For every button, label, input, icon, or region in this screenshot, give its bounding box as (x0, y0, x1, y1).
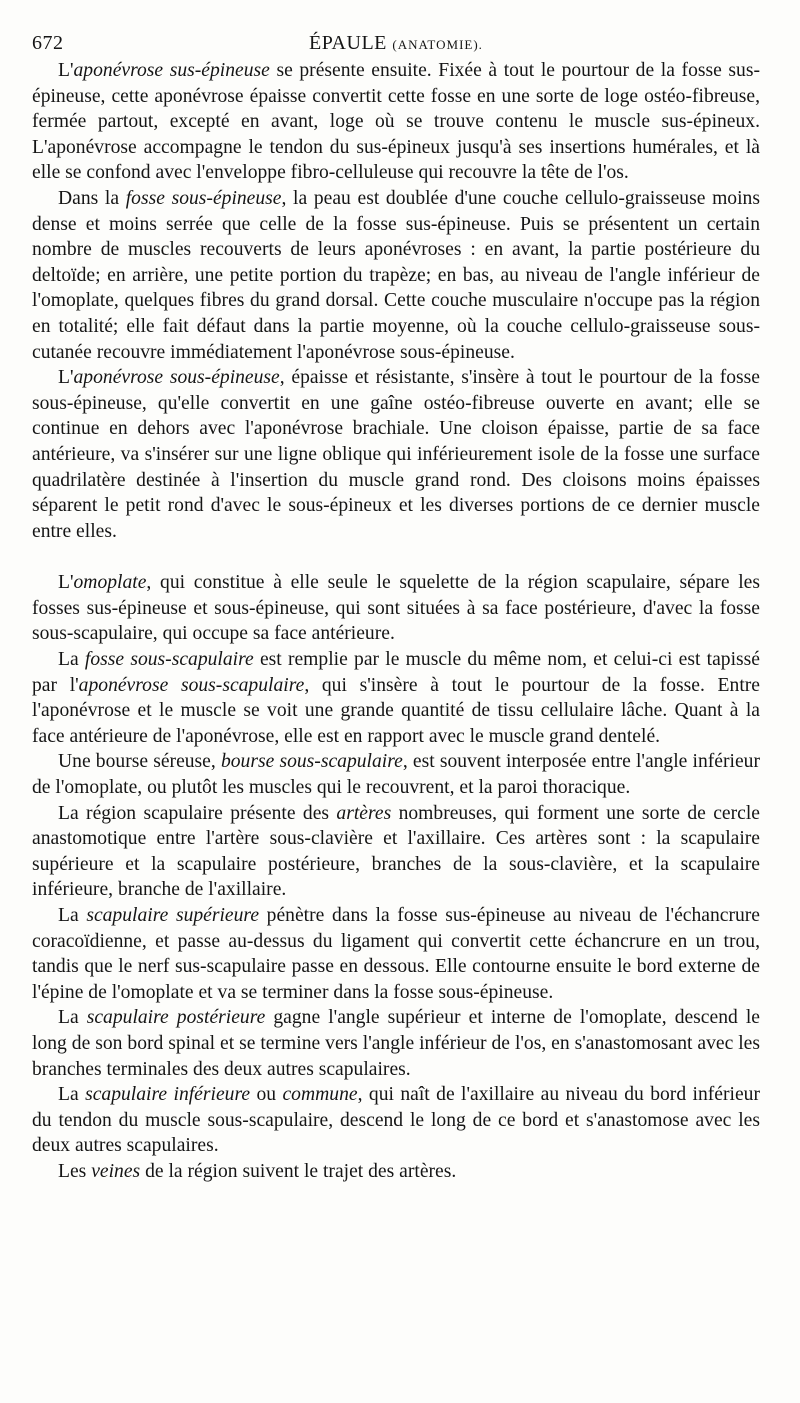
italic-term: scapulaire supérieure (86, 905, 260, 926)
paragraph (32, 365, 760, 544)
italic-term: veines (91, 1160, 141, 1182)
text-run: Les (58, 1160, 92, 1182)
italic-term: aponévrose sous-scapulaire (78, 674, 305, 696)
italic-term: fosse sous-épineuse (125, 187, 282, 209)
paragraph (32, 58, 760, 186)
text-run: L' (58, 367, 74, 389)
italic-term: aponévrose sus-épineuse (73, 60, 270, 81)
text-run: , épaisse et résistante, s'insère à tout le pourtour de la fosse sous-épineuse, qu'elle convertit en une gaîne ostéo-fibreuse ouverte en avant; elle se continue en dehors avec l'aponévrose brachiale. Une cloison épaisse, partie de sa face antérieure, va s'insérer sur une ligne oblique qui inférieurement isole de la fosse une surface quadrilatère destinée à l'insertion du muscle grand rond. Des cloisons moins épaisses séparent le petit rond d'avec le sous-épineux et les diverses portions de ce dernier muscle entre elles. (32, 367, 760, 542)
paragraph (32, 1159, 760, 1185)
text-run: La (58, 905, 87, 926)
paragraph (32, 570, 760, 647)
italic-term: scapulaire postérieure (86, 1007, 266, 1029)
paragraph (32, 749, 760, 800)
paragraph (32, 1005, 760, 1082)
running-title-main: ÉPAULE (309, 32, 387, 54)
text-run: est remplie par le muscle du même nom, et celui-ci est tapissé par l' (32, 649, 760, 696)
text-run: se présente ensuite. Fixée à tout le pourtour de la fosse sus-épineuse, cette aponévrose épaisse convertit cette fosse en une sorte de loge ostéo-fibreuse, fermée partout, excepté en avant, loge où se trouve contenu le muscle sus-épineux. L'aponévrose accompagne le tendon du sus-épineux jusqu'à ses insertions humérales, et là elle se confond avec l'enveloppe fibro-celluleuse qui recouvre la tête de l'os. (32, 60, 760, 184)
text-run: , est souvent interposée entre l'angle inférieur de l'omoplate, ou plutôt les muscles qui le recouvrent, et la paroi thoracique. (32, 751, 760, 799)
body-text (32, 58, 760, 1185)
text-run: , qui naît de l'axillaire au niveau du bord inférieur du tendon du muscle sous-scapulaire, descend le long de ce bord et s'anastomose avec les deux autres scapulaires. (32, 1084, 760, 1157)
running-head (32, 24, 760, 58)
text-run: L' (58, 60, 74, 81)
italic-term: fosse sous-scapulaire (84, 649, 254, 671)
text-run: , qui constitue à elle seule le squelette de la région scapulaire, sépare les fosses sus-épineuse et sous-épineuse, qui sont situées à sa face postérieure, d'avec la fosse sous-scapulaire, qui occupe sa face antérieure. (32, 572, 760, 645)
paragraph (32, 801, 760, 903)
text-run: Une bourse séreuse, (58, 751, 221, 773)
text-run: La (58, 1007, 87, 1029)
paragraph (32, 647, 760, 749)
text-run: pénètre dans la fosse sus-épineuse au niveau de l'échancrure coracoïdienne, et passe au-dessus du ligament qui convertit cette échancrure en un trou, tandis que le nerf sus-scapulaire passe en dessous. Elle contourne ensuite le bord externe de l'épine de l'omoplate et va se terminer dans la fosse sous-épineuse. (32, 905, 761, 1003)
paragraph (32, 903, 760, 1005)
italic-term: omoplate (73, 572, 147, 594)
text-run: L' (58, 572, 74, 594)
page-number: 672 (32, 32, 64, 54)
text-run: La (58, 1084, 86, 1106)
paragraph (32, 186, 760, 365)
italic-term: aponévrose sous-épineuse (73, 367, 280, 389)
text-run: de la région suivent le trajet des artères. (140, 1160, 457, 1182)
text-run: nombreuses, qui forment une sorte de cercle anastomotique entre l'artère sous-clavière et l'axillaire. Ces artères sont : la scapulaire supérieure et la scapulaire postérieure, branches de la sous-clavière, et la scapulaire inférieure, branche de l'axillaire. (32, 802, 760, 901)
italic-term: commune (282, 1084, 358, 1106)
italic-term: scapulaire inférieure (85, 1084, 251, 1106)
text-run: Dans la (58, 187, 126, 209)
paragraph (32, 1082, 760, 1159)
running-title-subtitle: (ANATOMIE). (392, 37, 483, 52)
italic-term: artères (336, 802, 392, 824)
text-run: gagne l'angle supérieur et interne de l'omoplate, descend le long de son bord spinal et se termine vers l'angle inférieur de l'os, en s'anastomosant avec les branches terminales des deux autres scapulaires. (32, 1007, 760, 1080)
text-run: La (58, 649, 85, 671)
text-run: , la peau est doublée d'une couche cellulo-graisseuse moins dense et moins serrée que celle de la fosse sus-épineuse. Puis se présentent un certain nombre de muscles recouverts de leurs aponévroses : en avant, la partie postérieure du deltoïde; en arrière, une petite portion du trapèze; en bas, au niveau de l'angle inférieur de l'omoplate, quelques fibres du grand dorsal. Cette couche musculaire n'occupe pas la région en totalité; elle fait défaut dans la partie moyenne, où la couche cellulo-graisseuse sous-cutanée recouvre immédiatement l'aponévrose sous-épineuse. (32, 187, 760, 363)
text-run: ou (250, 1084, 283, 1106)
italic-term: bourse sous-scapulaire (220, 751, 403, 773)
running-title (32, 32, 760, 55)
text-run: , qui s'insère à tout le pourtour de la fosse. Entre l'aponévrose et le muscle se voit une grande quantité de tissu cellulaire lâche. Quant à la face antérieure de l'aponévrose, elle est en rapport avec le muscle grand dentelé. (32, 674, 760, 747)
text-run: La région scapulaire présente des (58, 802, 337, 824)
